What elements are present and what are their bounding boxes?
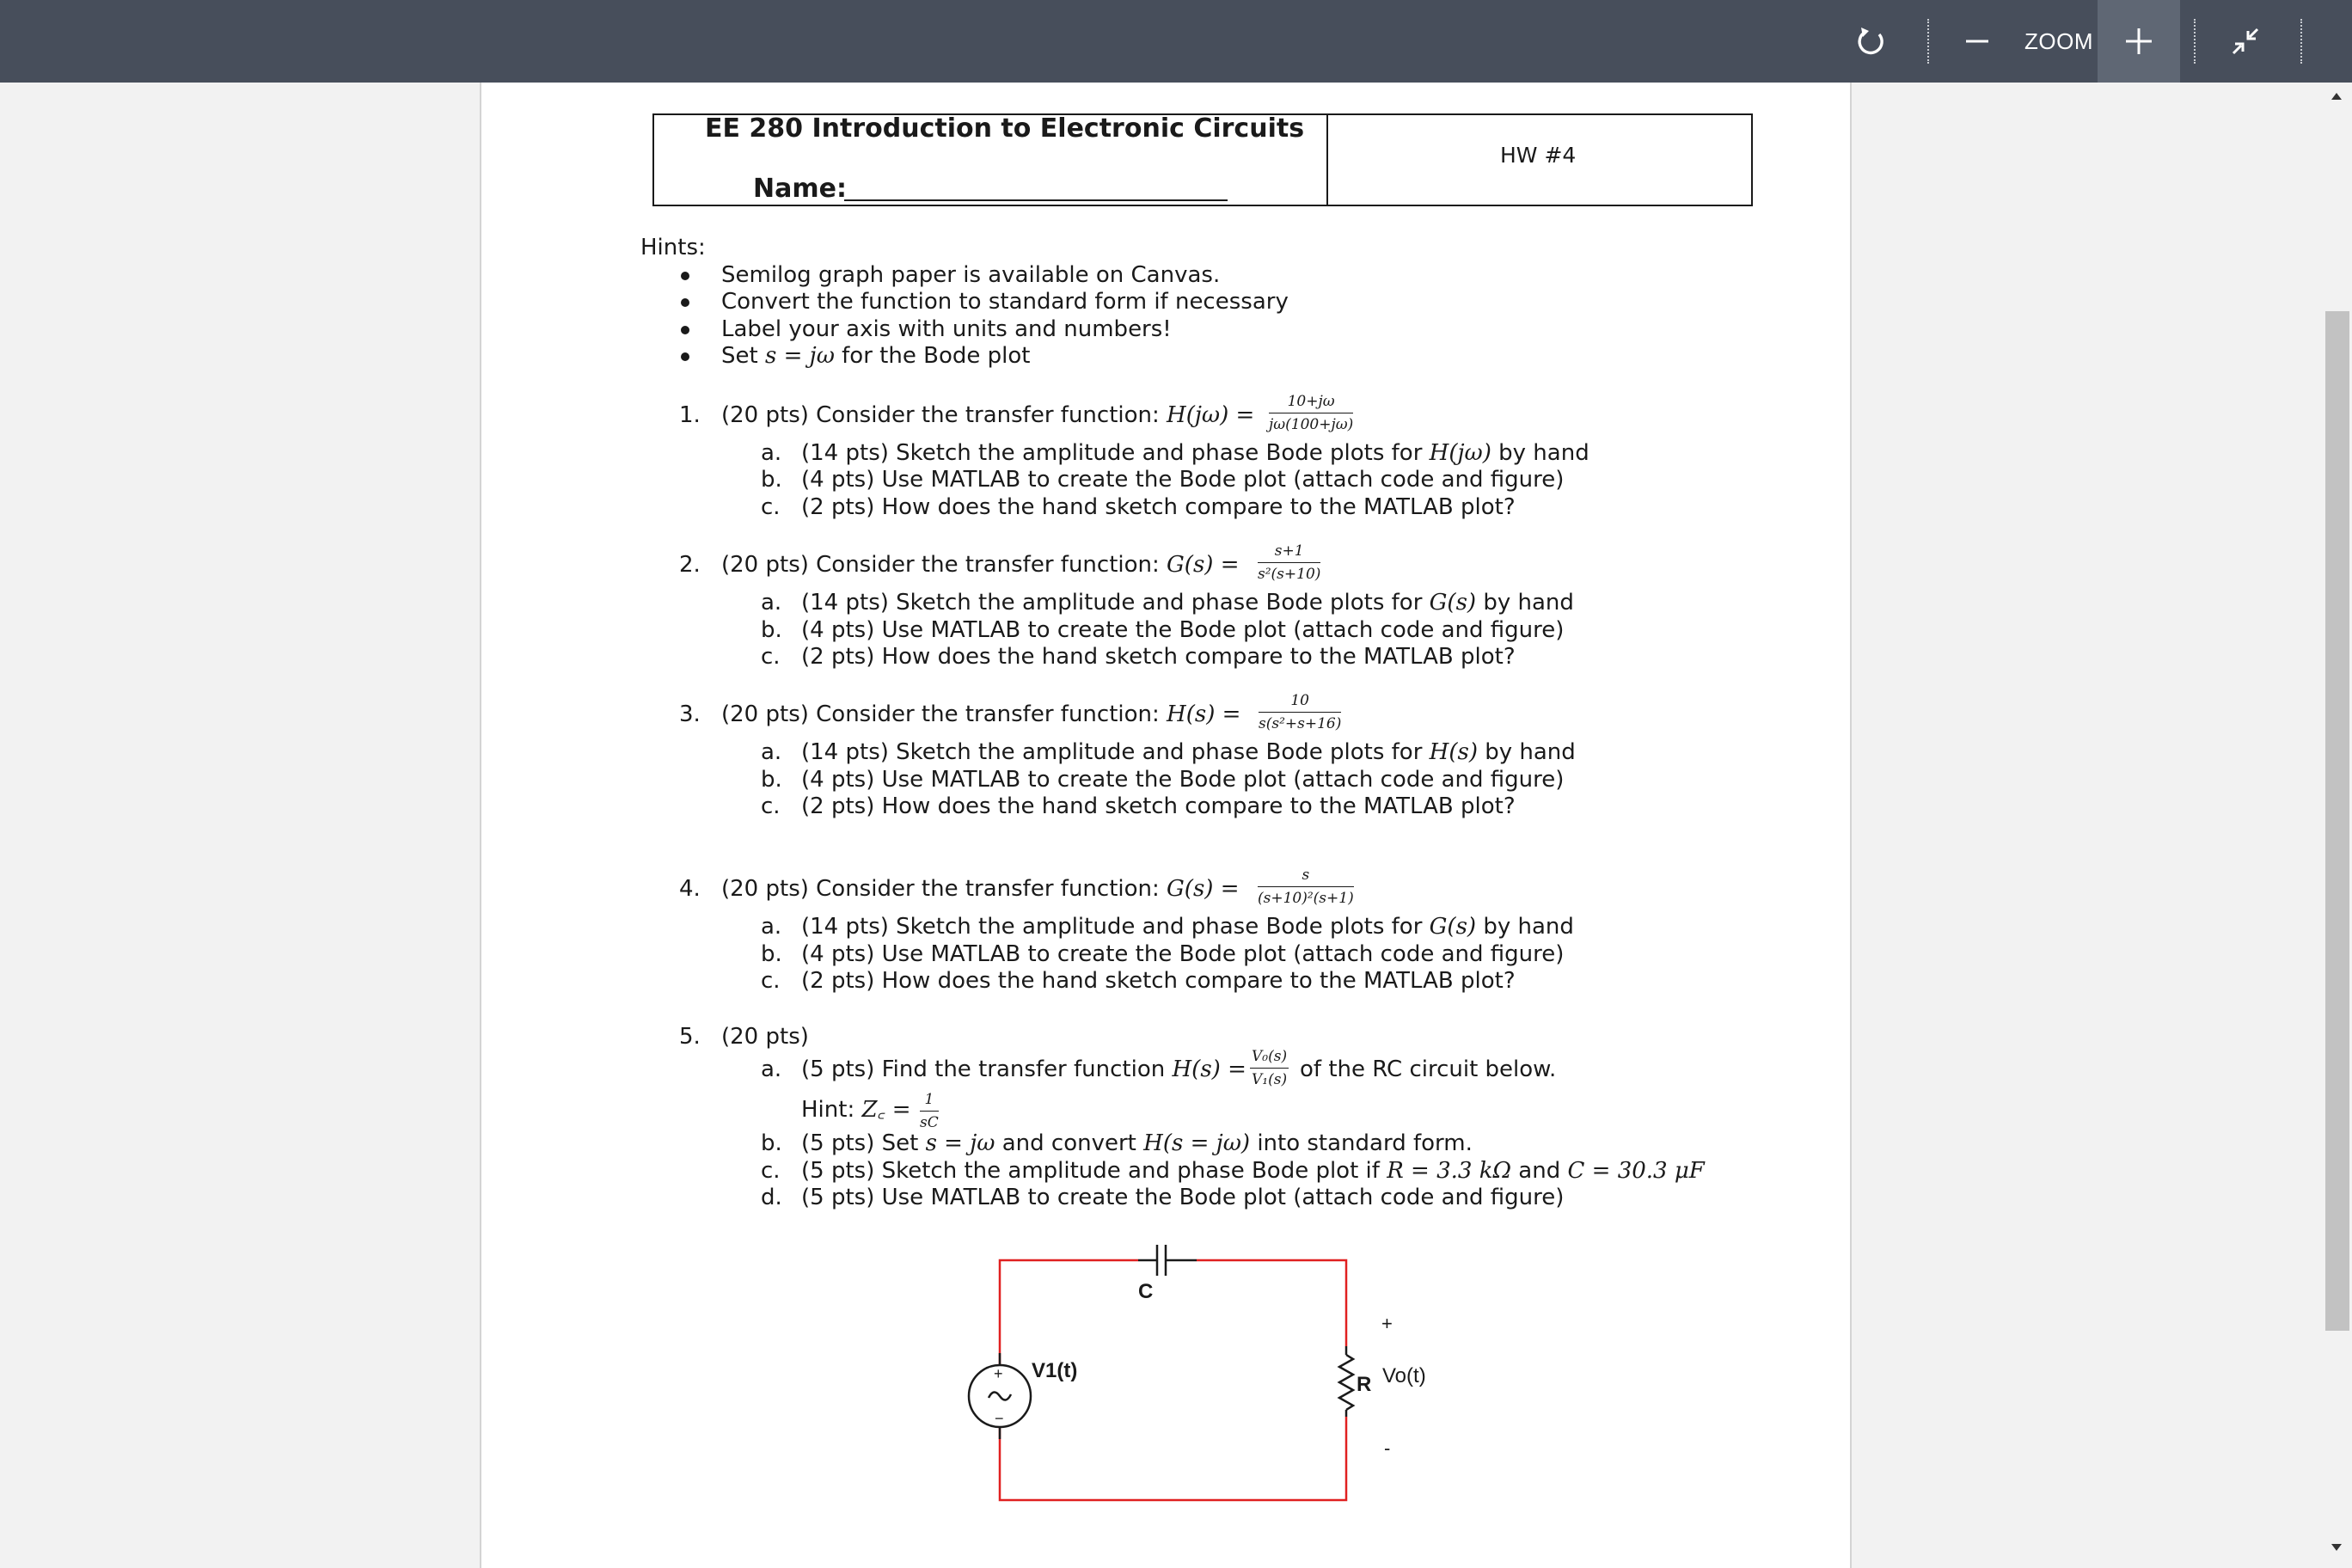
hint-item: Semilog graph paper is available on Canvas. <box>721 262 1221 288</box>
resistor-label: R <box>1357 1373 1372 1396</box>
source-label: V1(t) <box>1032 1359 1078 1382</box>
subpart-label: b. <box>761 467 782 493</box>
subpart-text-pre: (14 pts) Sketch the amplitude and phase Bode plots for <box>801 440 1423 466</box>
subpart-label: a. <box>761 590 782 616</box>
subpart-label: c. <box>761 644 781 670</box>
bullet <box>681 326 689 334</box>
toolbar-divider <box>2300 19 2302 64</box>
subpart-text-mid: and convert <box>1001 1130 1136 1156</box>
subpart-text <box>801 1157 1705 1185</box>
scroll-down-arrow-icon[interactable] <box>2330 1542 2343 1554</box>
subpart-label: a. <box>761 914 782 940</box>
plus-icon <box>2124 27 2153 56</box>
problem-prompt <box>721 551 1239 579</box>
toolbar-divider <box>2194 19 2196 64</box>
function-name: Z꜀ = <box>861 1097 911 1123</box>
fraction-numerator: s <box>1258 866 1354 887</box>
fraction-numerator: 10 <box>1259 691 1341 713</box>
scroll-up-arrow-icon[interactable] <box>2330 89 2343 101</box>
transfer-function-fraction <box>1250 1047 1289 1089</box>
bullet <box>681 272 689 280</box>
subpart-text: (2 pts) How does the hand sketch compare to the MATLAB plot? <box>801 644 1516 670</box>
subpart-label: b. <box>761 617 782 643</box>
subpart-text <box>801 738 1576 766</box>
fraction-denominator: s(s²+s+16) <box>1259 715 1342 732</box>
hint-item <box>721 342 1030 370</box>
collapse-button[interactable] <box>2218 0 2273 83</box>
subpart-label: d. <box>761 1185 782 1210</box>
zoom-in-button[interactable] <box>2098 0 2180 83</box>
function-name: G(s) = <box>1167 552 1240 578</box>
fraction-denominator: s²(s+10) <box>1258 566 1321 583</box>
fraction-numerator: 1 <box>920 1090 939 1112</box>
fraction-numerator: V₀(s) <box>1250 1047 1289 1069</box>
zoom-label: ZOOM <box>2024 28 2093 54</box>
subpart-label: b. <box>761 767 782 793</box>
subpart-text: (2 pts) How does the hand sketch compare to the MATLAB plot? <box>801 494 1516 520</box>
subpart-label: b. <box>761 941 782 967</box>
transfer-function-fraction <box>1269 392 1353 434</box>
subpart-text-pre: (5 pts) Set <box>801 1130 919 1156</box>
course-title: EE 280 Introduction to Electronic Circuits <box>705 113 1305 144</box>
math-expression: G(s) <box>1429 914 1477 940</box>
output-label: Vo(t) <box>1382 1364 1426 1387</box>
hw-label: HW #4 <box>1500 143 1577 168</box>
subpart-text-pre: (14 pts) Sketch the amplitude and phase Bode plots for <box>801 590 1423 616</box>
math-expression: H(s) <box>1429 739 1478 765</box>
subpart-text: (4 pts) Use MATLAB to create the Bode plot (attach code and figure) <box>801 467 1565 493</box>
subpart-label: c. <box>761 1158 781 1184</box>
transfer-function-fraction <box>1258 542 1320 584</box>
subpart-text <box>801 439 1589 467</box>
subpart-text: (2 pts) How does the hand sketch compare to the MATLAB plot? <box>801 968 1516 994</box>
problem-prompt <box>721 401 1254 429</box>
subpart-label: a. <box>761 440 782 466</box>
transfer-function-fraction <box>1259 691 1341 733</box>
output-minus-sign: - <box>1384 1437 1391 1459</box>
subpart-text: (4 pts) Use MATLAB to create the Bode plot (attach code and figure) <box>801 617 1565 643</box>
refresh-button[interactable] <box>1843 0 1898 83</box>
fraction-denominator: V₁(s) <box>1252 1071 1288 1088</box>
hint-line <box>801 1096 911 1124</box>
scrollbar-thumb[interactable] <box>2325 311 2349 1331</box>
problem-prompt <box>721 701 1240 728</box>
subpart-text-post: by hand <box>1485 739 1576 765</box>
fraction-numerator: s+1 <box>1258 542 1320 563</box>
problem-number: 5. <box>679 1024 701 1050</box>
subpart-label: c. <box>761 968 781 994</box>
problem-prompt <box>721 875 1239 903</box>
name-blank-line <box>844 199 1228 201</box>
subpart-text-pre: (5 pts) Find the transfer function <box>801 1057 1166 1082</box>
subpart-text <box>801 1130 1473 1157</box>
hint-text: Set <box>721 343 758 369</box>
problem-number: 4. <box>679 876 701 902</box>
subpart-label: c. <box>761 793 781 819</box>
math-expression: s = jω <box>764 343 835 369</box>
subpart-text: (2 pts) How does the hand sketch compare to the MATLAB plot? <box>801 793 1516 819</box>
function-name: G(s) = <box>1167 876 1240 902</box>
problem-number: 1. <box>679 402 701 428</box>
prompt-text: (20 pts) Consider the transfer function: <box>721 701 1160 727</box>
math-expression: C = 30.3 μF <box>1567 1158 1705 1184</box>
math-expression: H(jω) <box>1429 440 1491 466</box>
output-plus-sign: + <box>1381 1313 1393 1334</box>
subpart-text-pre: (14 pts) Sketch the amplitude and phase Bode plots for <box>801 914 1423 940</box>
subpart-text-post: by hand <box>1498 440 1589 466</box>
subpart-text: (4 pts) Use MATLAB to create the Bode plot (attach code and figure) <box>801 767 1565 793</box>
name-label: Name: <box>753 174 847 204</box>
bullet <box>681 352 689 361</box>
hint-text: for the Bode plot <box>842 343 1031 369</box>
zoom-out-button[interactable] <box>1951 0 2003 83</box>
subpart-label: c. <box>761 494 781 520</box>
subpart-text-pre: (5 pts) Sketch the amplitude and phase Bode plot if <box>801 1158 1380 1184</box>
subpart-text-post: by hand <box>1483 590 1574 616</box>
source-minus-sign: − <box>995 1410 1004 1427</box>
hint-item: Label your axis with units and numbers! <box>721 316 1172 342</box>
subpart-text-post: by hand <box>1483 914 1574 940</box>
subpart-text <box>801 913 1574 940</box>
toolbar-divider <box>1927 19 1929 64</box>
hint-label: Hint: <box>801 1097 855 1123</box>
capacitor-label: C <box>1138 1280 1154 1303</box>
math-expression: R = 3.3 kΩ <box>1387 1158 1512 1184</box>
collapse-icon <box>2228 24 2263 58</box>
math-expression: s = jω <box>925 1130 995 1156</box>
problem-number: 3. <box>679 701 701 727</box>
subpart-label: a. <box>761 1057 782 1082</box>
function-name: H(s) = <box>1167 701 1241 727</box>
prompt-text: (20 pts) Consider the transfer function: <box>721 552 1160 578</box>
transfer-function-fraction <box>1258 866 1354 908</box>
math-expression: H(s = jω) <box>1143 1130 1251 1156</box>
subpart-label: a. <box>761 739 782 765</box>
hint-item: Convert the function to standard form if necessary <box>721 289 1289 315</box>
minus-icon <box>1964 28 1990 54</box>
impedance-fraction <box>920 1090 939 1132</box>
subpart-text-post: into standard form. <box>1257 1130 1473 1156</box>
problem-prompt: (20 pts) <box>721 1024 809 1050</box>
function-name: H(s) = <box>1172 1057 1246 1082</box>
prompt-text: (20 pts) Consider the transfer function: <box>721 402 1160 428</box>
subpart-text: (5 pts) Use MATLAB to create the Bode plot (attach code and figure) <box>801 1185 1565 1210</box>
fraction-denominator: sC <box>920 1114 939 1131</box>
prompt-text: (20 pts) Consider the transfer function: <box>721 876 1160 902</box>
problem-number: 2. <box>679 552 701 578</box>
subpart-text-mid: and <box>1518 1158 1561 1184</box>
viewer-toolbar <box>0 0 2352 83</box>
subpart-text-post: of the RC circuit below. <box>1300 1057 1557 1082</box>
bullet <box>681 298 689 307</box>
subpart-label: b. <box>761 1130 782 1156</box>
subpart-text-pre: (14 pts) Sketch the amplitude and phase Bode plots for <box>801 739 1423 765</box>
refresh-icon <box>1853 24 1888 58</box>
math-expression: G(s) <box>1429 590 1477 616</box>
source-plus-sign: + <box>994 1365 1003 1382</box>
function-name: H(jω) = <box>1167 402 1255 428</box>
fraction-numerator: 10+jω <box>1269 392 1353 413</box>
fraction-denominator: jω(100+jω) <box>1269 416 1354 433</box>
hints-title: Hints: <box>640 235 706 260</box>
subpart-text <box>801 589 1574 616</box>
subpart-text: (4 pts) Use MATLAB to create the Bode plot (attach code and figure) <box>801 941 1565 967</box>
fraction-denominator: (s+10)²(s+1) <box>1258 890 1354 907</box>
subpart-text <box>801 1056 1246 1083</box>
